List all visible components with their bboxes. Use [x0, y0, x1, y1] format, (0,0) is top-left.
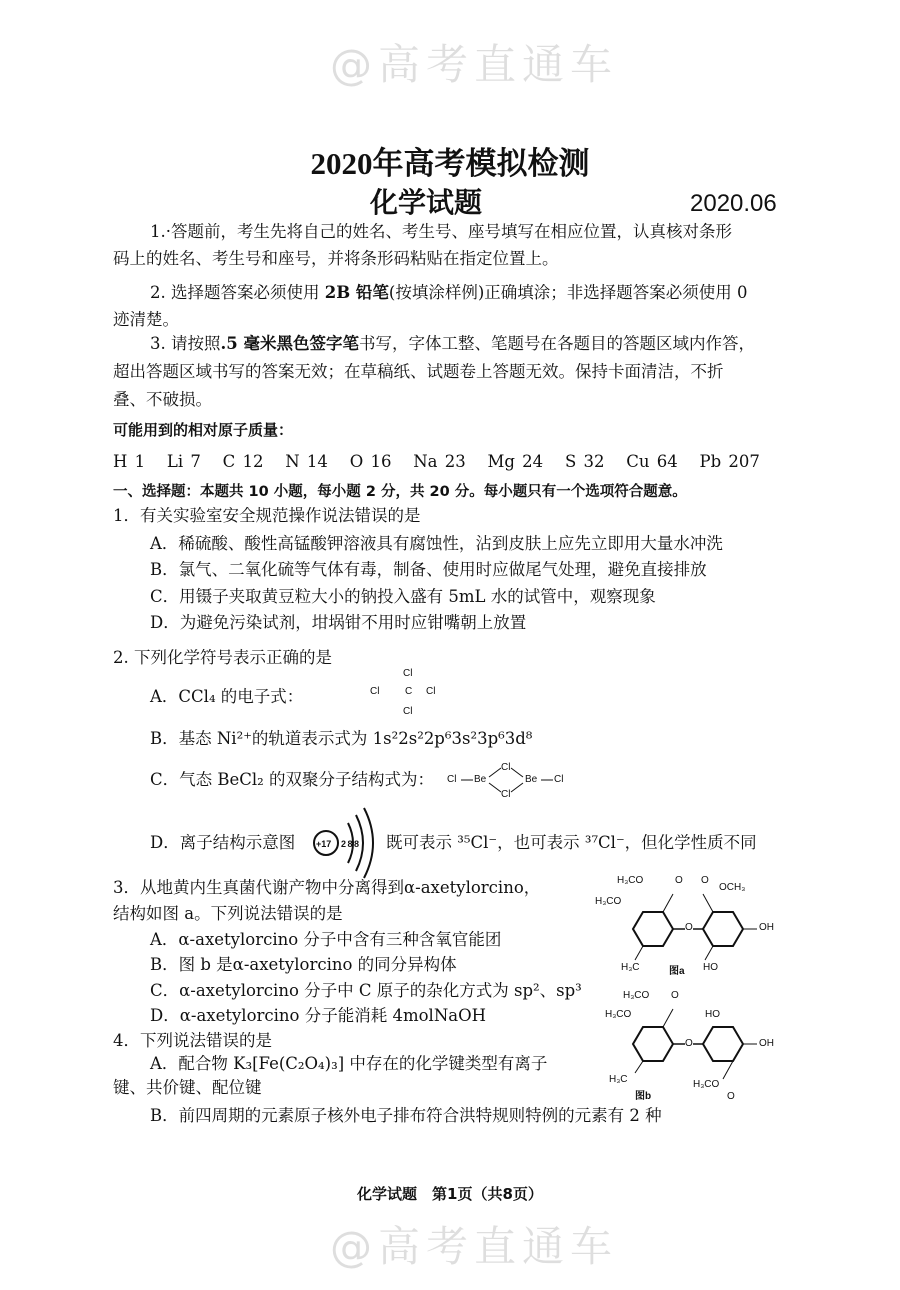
question-3-option-c: C．α-axetylorcino 分子中 C 原子的杂化方式为 sp²、sp³: [150, 981, 582, 1000]
becl2-dimer-structure: Cl Be Cl Cl Be Cl: [447, 762, 564, 800]
question-2-option-d: D．离子结构示意图: [150, 833, 296, 852]
page-title: 2020年高考模拟检测: [310, 146, 590, 181]
question-2-option-d-cont: 既可表示 ³⁵Cl⁻，也可表示 ³⁷Cl⁻，但化学性质不同: [386, 833, 757, 852]
question-4-option-a: A．配合物 K₃[Fe(C₂O₄)₃] 中存在的化学键类型有离子: [150, 1054, 548, 1073]
instruction-3-cont: 超出答题区域书写的答案无效；在草稿纸、试题卷上答题无效。保持卡面清洁，不折: [113, 362, 724, 381]
ccl4-electron-formula: Cl Cl C Cl Cl: [370, 668, 436, 717]
question-1-option-c: C．用镊子夹取黄豆粒大小的钠投入盛有 5mL 水的试管中，观察现象: [150, 587, 656, 606]
question-1-stem: 1．有关实验室安全规范操作说法错误的是: [113, 506, 421, 525]
page-footer: 化学试题 第1页（共8页）: [357, 1185, 543, 1203]
section-heading: 一、选择题：本题共 10 小题，每小题 2 分，共 20 分。每小题只有一个选项符合题意。: [113, 484, 687, 500]
question-3-stem: 3．从地黄内生真菌代谢产物中分离得到α-axetylorcino，: [113, 878, 541, 897]
question-3-stem-cont: 结构如图 a。下列说法错误的是: [113, 904, 343, 923]
subject-title: 化学试题: [370, 186, 483, 219]
question-2-option-a: A．CCl₄ 的电子式：: [150, 687, 304, 706]
ion-structure-diagram: +17 2 8 8: [312, 805, 382, 880]
exam-date: 2020.06: [690, 190, 777, 217]
watermark: @高考直通车: [330, 40, 619, 89]
instruction-1: 1.·答题前，考生先将自己的姓名、考生号、座号填写在相应位置，认真核对条形: [150, 222, 732, 241]
instruction-3: 3. 请按照.5 毫米黑色签字笔书写，字体工整、笔题号在各题目的答题区域内作答，: [150, 334, 755, 353]
question-2-option-c: C．气态 BeCl₂ 的双聚分子结构式为：: [150, 770, 435, 789]
atomic-masses: H 1 Li 7 C 12 N 14 O 16 Na 23 Mg 24 S 32 Cu 64 Pb 207: [113, 452, 760, 471]
question-4-option-b: B．前四周期的元素原子核外电子排布符合洪特规则特例的元素有 2 种: [150, 1106, 662, 1125]
structure-figure-b: H₃CO O H₃CO HO O OH H₃C H₃CO O 图b: [605, 990, 774, 1102]
question-1-option-b: B．氯气、二氧化硫等气体有毒，制备、使用时应做尾气处理，避免直接排放: [150, 560, 707, 579]
question-3-option-a: A．α-axetylorcino 分子中含有三种含氧官能团: [150, 930, 502, 949]
question-1-option-d: D．为避免污染试剂，坩埚钳不用时应钳嘴朝上放置: [150, 613, 527, 632]
question-4-option-a-cont: 键、共价键、配位键: [113, 1078, 262, 1097]
instruction-2: 2. 选择题答案必须使用 2B 铅笔(按填涂样例)正确填涂；非选择题答案必须使用 0: [150, 283, 748, 302]
question-3-option-b: B．图 b 是α-axetylorcino 的同分异构体: [150, 955, 457, 974]
question-1-option-a: A．稀硫酸、酸性高锰酸钾溶液具有腐蚀性，沾到皮肤上应先立即用大量水冲洗: [150, 534, 723, 553]
structure-figure-a: H₃CO O O OCH₃ H₃CO O OH H₃C HO 图a: [595, 875, 774, 977]
watermark: @高考直通车: [330, 1222, 619, 1271]
question-2-stem: 2. 下列化学符号表示正确的是: [113, 648, 332, 667]
question-2-option-b: B．基态 Ni²⁺的轨道表示式为 1s²2s²2p⁶3s²3p⁶3d⁸: [150, 729, 533, 748]
instruction-1-cont: 码上的姓名、考生号和座号，并将条形码粘贴在指定位置上。: [113, 249, 559, 268]
question-4-stem: 4．下列说法错误的是: [113, 1031, 272, 1050]
question-3-option-d: D．α-axetylorcino 分子能消耗 4molNaOH: [150, 1006, 487, 1025]
instruction-3-cont2: 叠、不破损。: [113, 390, 212, 409]
instruction-2-cont: 迹清楚。: [113, 310, 179, 329]
atomic-mass-heading: 可能用到的相对原子质量：: [113, 421, 294, 439]
